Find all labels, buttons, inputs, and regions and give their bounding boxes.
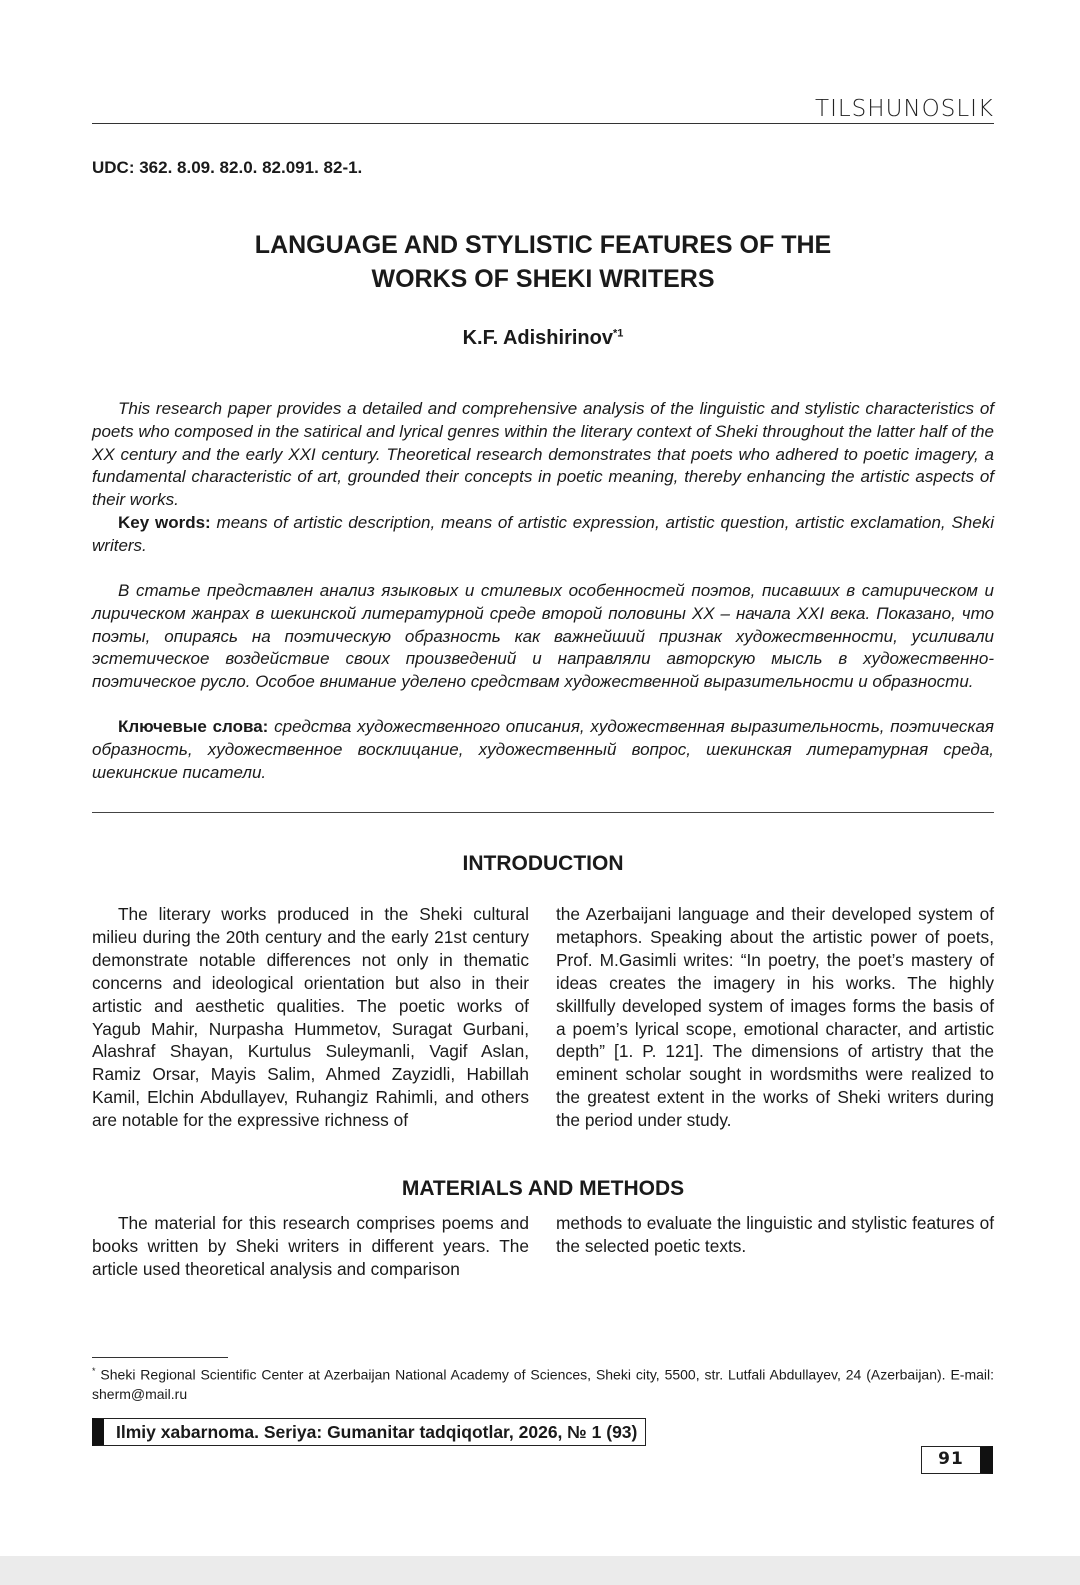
author [92, 327, 994, 350]
abstract-english [92, 398, 994, 512]
author-footnote-mark: *1 [612, 327, 624, 340]
header-rule [92, 123, 994, 124]
journal-citation: Ilmiy xabarnoma. Seriya: Gumanitar tadqiqotlar, 2026, № 1 (93) [92, 1418, 646, 1446]
keywords-russian-text: средства художественного описания, художественная выразительность, поэтическая образность, художественное восклицание, художественный вопрос, шекинская литературная среда, шекинские писатели. [92, 717, 994, 782]
abstract-russian [92, 580, 994, 694]
keywords-russian-label: Ключевые слова: [118, 717, 269, 736]
udc-code: UDC: 362. 8.09. 82.0. 82.091. 82-1. [92, 158, 363, 177]
footnote-text: Sheki Regional Scientific Center at Azerbaijan National Academy of Sciences, Sheki city, 5500, str. Lutfali Abdullayev, 24 (Azerbaijan). E-mail: sherm@mail.ru [92, 1366, 994, 1402]
page-number: 91 [921, 1446, 993, 1474]
methods-left-column [92, 1212, 529, 1281]
methods-left-text: The material for this research comprises poems and books written by Sheki writers in different years. The article used theoretical analysis and comparison [92, 1213, 529, 1279]
methods-heading: MATERIALS AND METHODS [401, 1177, 685, 1200]
title-line-2: WORKS OF SHEKI WRITERS [371, 265, 715, 293]
keywords-english-label: Key words: [118, 513, 211, 532]
keywords-english-text: means of artistic description, means of artistic expression, artistic question, artistic exclamation, Sheki writers. [92, 513, 994, 555]
abstract-divider [92, 812, 994, 813]
footnote-rule [92, 1357, 228, 1358]
introduction-right-column: the Azerbaijani language and their developed system of metaphors. Speaking about the artistic power of poets, Prof. M.Gasimli writes: “In poetry, the poet’s mastery of ideas creates the imagery in his works. The highly skillfully developed system of images forms the basis of a poem’s lyrical scope, emotional character, and artistic depth” [1. P. 121]. The dimensions of artistry that the eminent scholar sought in wordsmiths were realized to the greatest extent in the works of Sheki writers during the period under study. [556, 904, 994, 1131]
title-line-1: LANGUAGE AND STYLISTIC FEATURES OF THE [254, 231, 832, 259]
introduction-heading: INTRODUCTION [462, 852, 624, 875]
footnote-mark: * [92, 1366, 96, 1376]
author-name: K.F. Adishirinov [462, 327, 613, 349]
keywords-english [92, 512, 994, 558]
footnote [92, 1362, 994, 1404]
introduction-left-column [92, 903, 529, 1132]
introduction-left-text: The literary works produced in the Sheki cultural milieu during the 20th century and the early 21st century demonstrate notable differences not only in thematic concerns and ideological orientation but also in their artistic and aesthetic qualities. The poetic works of Yagub Mahir, Nurpasha Hummetov, Suragat Gurbani, Alashraf Shayan, Kurtulus Suleymanli, Vagif Aslan, Ramiz Orsar, Mayis Salim, Ahmed Zayzidli, Habillah Kamil, Elchin Abdullayev, Ruhangiz Rahimli, and others are notable for the expressive richness of [92, 904, 529, 1131]
abstract-english-text: This research paper provides a detailed and comprehensive analysis of the linguistic and stylistic characteristics of poets who composed in the satirical and lyrical genres within the literary context of Sheki throughout the latter half of the XX century and the early XXI century. Theoretical research demonstrates that poets who adhered to poetic imagery, a fundamental characteristic of art, grounded their concepts in poetic meaning, thereby enhancing the artistic aspects of their works. [92, 399, 994, 510]
methods-right-column: methods to evaluate the linguistic and stylistic features of the selected poetic texts. [556, 1213, 994, 1256]
keywords-russian [92, 716, 994, 784]
running-head: TILSHUNOSLIK [815, 96, 994, 122]
abstract-russian-text: В статье представлен анализ языковых и стилевых особенностей поэтов, писавших в сатирическом и лирическом жанрах в шекинской литературной среде второй половины XX – начала XXI века. Показано, что поэты, опираясь на поэтическую образность как важнейший признак художественности, усиливали эстетическое воздействие своих произведений и направляли авторскую мысль в художественно-поэтическое русло. Особое внимание уделено средствам художественной выразительности и образности. [92, 581, 994, 692]
article-title [92, 228, 994, 296]
